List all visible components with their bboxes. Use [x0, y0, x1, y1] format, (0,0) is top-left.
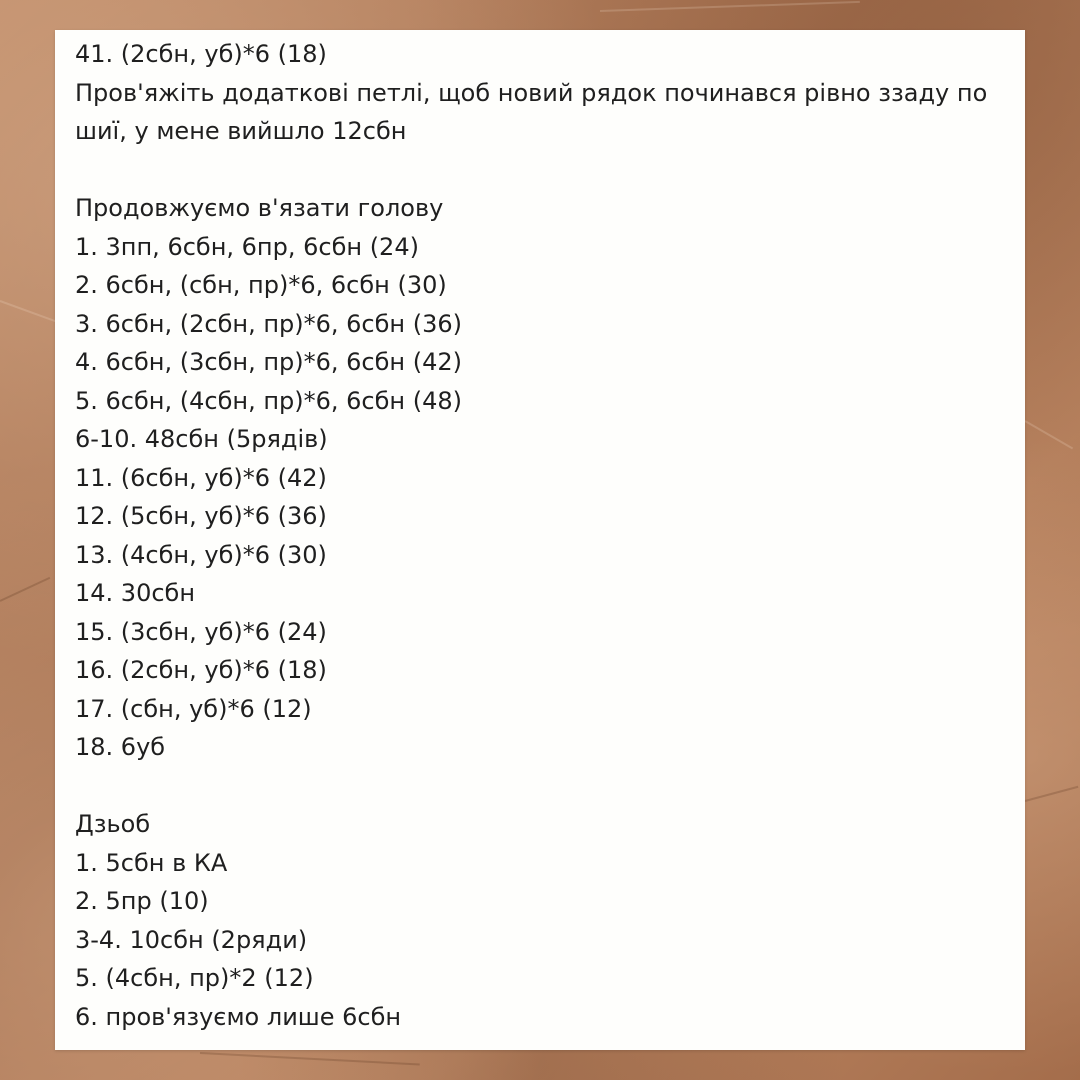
paper-crease: [600, 1, 860, 12]
paper-crease: [1025, 420, 1074, 449]
head-row: 2. 6сбн, (сбн, пр)*6, 6сбн (30): [75, 271, 447, 299]
beak-row: 1. 5сбн в КА: [75, 848, 228, 877]
paper-crease: [0, 577, 50, 602]
head-row: 13. (4сбн, уб)*6 (30): [75, 540, 327, 569]
beak-row: 5. (4сбн, пр)*2 (12): [75, 964, 314, 992]
spacer: [75, 151, 1005, 190]
row-41: 41. (2сбн, уб)*6 (18): [75, 40, 327, 68]
beak-row: 6. пров'язуємо лише 6сбн: [75, 1002, 402, 1031]
head-row: 14. 30сбн: [75, 579, 196, 607]
head-row: 18. 6уб: [75, 733, 166, 761]
head-row: 15. (3сбн, уб)*6 (24): [75, 617, 327, 646]
paper-crease: [1025, 786, 1079, 802]
head-row: 5. 6сбн, (4сбн, пр)*6, 6сбн (48): [75, 386, 462, 415]
paper-crease: [0, 300, 57, 322]
head-row: 6-10. 48сбн (5рядів): [75, 425, 328, 453]
pattern-text: [75, 35, 1005, 1036]
beak-row: 3-4. 10сбн (2ряди): [75, 925, 308, 954]
pattern-card: [55, 30, 1025, 1050]
paper-crease: [200, 1052, 420, 1066]
head-row: 4. 6сбн, (3сбн, пр)*6, 6сбн (42): [75, 348, 462, 376]
spacer: [75, 767, 1005, 806]
beak-row: 2. 5пр (10): [75, 887, 209, 915]
head-row: 17. (сбн, уб)*6 (12): [75, 694, 312, 723]
head-section-title: Продовжуємо в'язати голову: [75, 194, 444, 222]
head-row: 1. 3пп, 6сбн, 6пр, 6сбн (24): [75, 232, 419, 261]
head-row: 3. 6сбн, (2сбн, пр)*6, 6сбн (36): [75, 309, 462, 338]
head-row: 16. (2сбн, уб)*6 (18): [75, 656, 327, 684]
beak-section-title: Дзьоб: [75, 810, 151, 838]
head-row: 12. (5сбн, уб)*6 (36): [75, 502, 327, 530]
intro-note: Пров'яжіть додаткові петлі, щоб новий рядок починався рівно ззаду по шиї, у мене вийшло 12сбн: [75, 78, 988, 145]
head-row: 11. (6сбн, уб)*6 (42): [75, 463, 327, 492]
